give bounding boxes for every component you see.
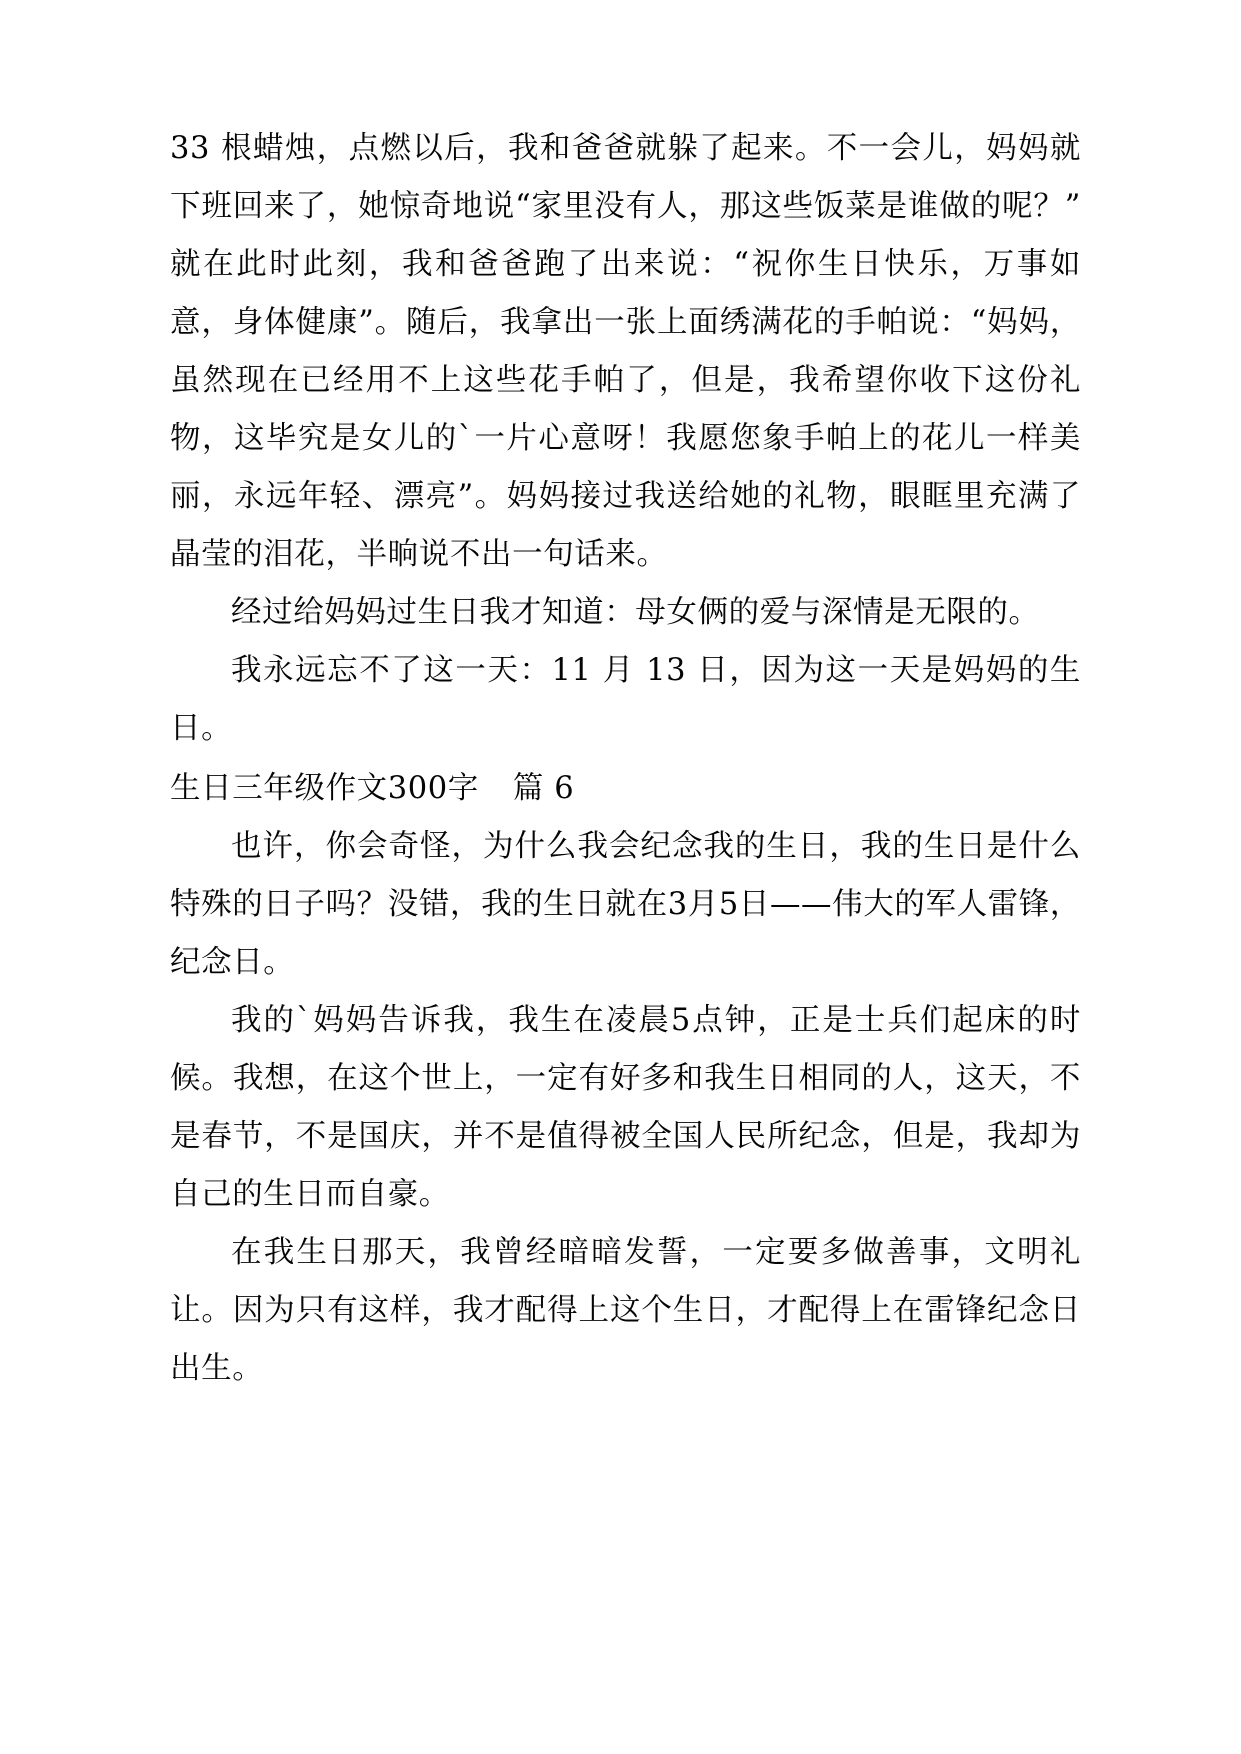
paragraph-vow-good-deeds: 在我生日那天，我曾经暗暗发誓，一定要多做善事，文明礼让。因为只有这样，我才配得上这个生日，才配得上在雷锋纪念日出生。 [170,1235,1081,1386]
paragraph-mother-told-me: 我的`妈妈告诉我，我生在凌晨5点钟，正是士兵们起床的时候。我想，在这个世上，一定有好多和我生日相同的人，这天，不是春节，不是国庆，并不是值得被全国人民所纪念，但是，我却为自己的生日而自豪。 [170,1003,1081,1212]
section-heading-title: 生日三年级作文300字 [170,771,479,806]
paragraph-mother-birthday-date: 我永远忘不了这一天：11 月 13 日，因为这一天是妈妈的生日。 [170,653,1081,746]
section-heading-label: 篇 6 [512,771,575,806]
paragraph-conclusion-love: 经过给妈妈过生日我才知道：母女俩的爱与深情是无限的。 [231,595,1040,630]
paragraph-continued: 33 根蜡烛，点燃以后，我和爸爸就躲了起来。不一会儿，妈妈就下班回来了，她惊奇地说“家里没有人，那这些饭菜是谁做的呢？”就在此时此刻，我和爸爸跑了出来说：“祝你生日快乐，万事如意，身体健康”。随后，我拿出一张上面绣满花的手帕说：“妈妈，虽然现在已经用不上这些花手帕了，但是，我希望你收下这份礼物，这毕究是女儿的`一片心意呀！我愿您象手帕上的花儿一样美丽，永远年轻、漂亮”。妈妈接过我送给她的礼物，眼眶里充满了晶莹的泪花，半晌说不出一句话来。 [170,131,1081,572]
document-body [170,120,1081,1398]
paragraph-why-commemorate: 也许，你会奇怪，为什么我会纪念我的生日，我的生日是什么特殊的日子吗？没错，我的生日就在3月5日——伟大的军人雷锋，纪念日。 [170,829,1081,980]
section-heading-6 [170,760,1081,818]
